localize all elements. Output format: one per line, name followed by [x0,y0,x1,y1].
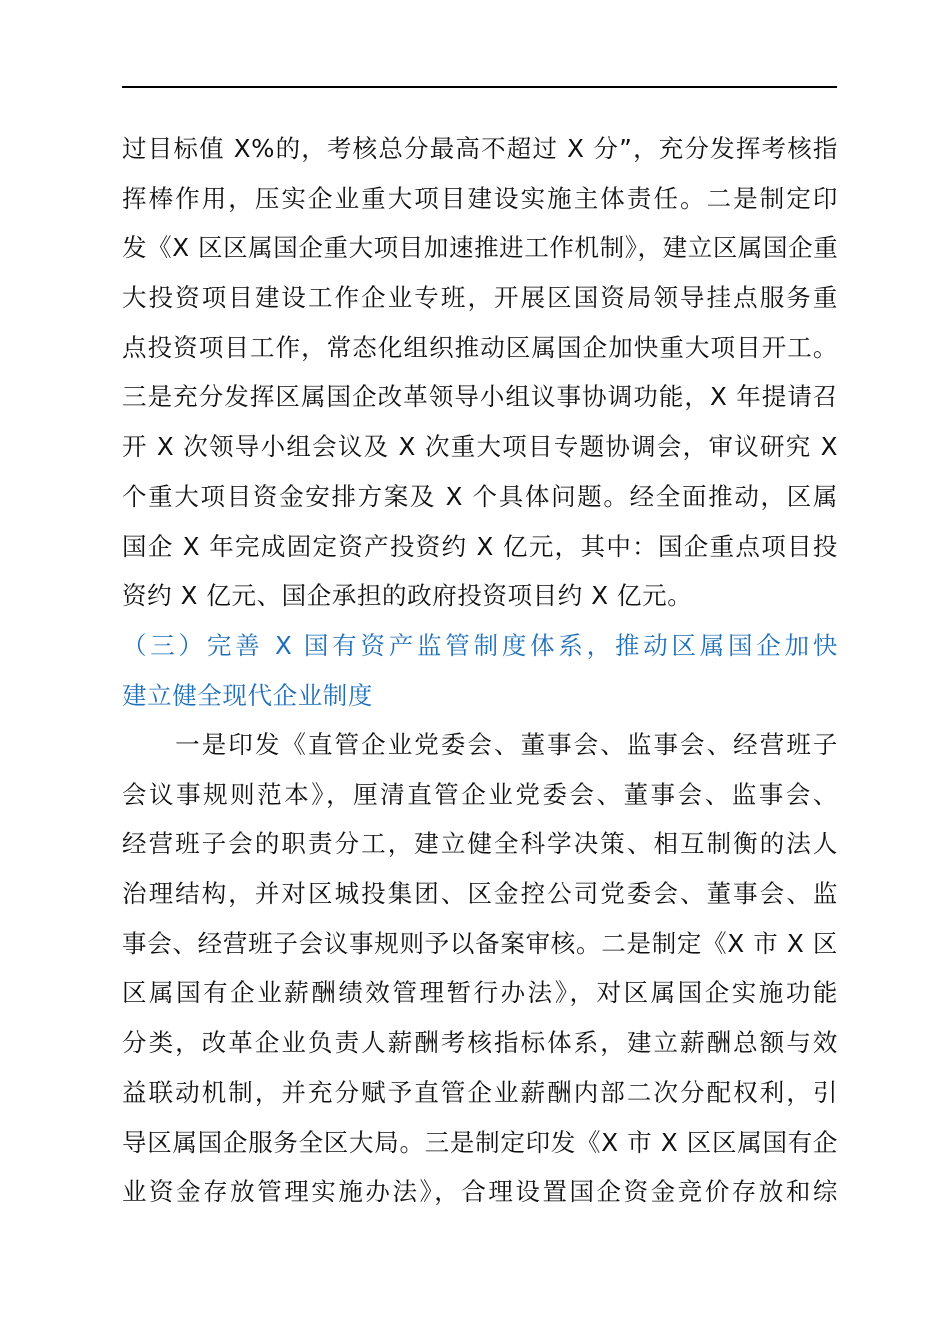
paragraph-2-line: 业资金存放管理实施办法》，合理设置国企资金竞价存放和综 [122,1177,838,1207]
paragraph-2-line: 分类，改革企业负责人薪酬考核指标体系，建立薪酬总额与效 [122,1028,838,1058]
paragraph-2-line: 益联动机制，并充分赋予直管企业薪酬内部二次分配权利，引 [122,1077,838,1107]
paragraph-1-line: 挥棒作用，压实企业重大项目建设实施主体责任。二是制定印 [122,183,838,213]
paragraph-1 [122,124,838,621]
paragraph-1-line: 开 X 次领导小组会议及 X 次重大项目专题协调会，审议研究 X [122,432,838,462]
section-heading-line: 建立健全现代企业制度 [122,680,373,710]
paragraph-1-line: 过目标值 X%的，考核总分最高不超过 X 分”，充分发挥考核指 [122,134,838,163]
paragraph-2-line: 治理结构，并对区城投集团、区金控公司党委会、董事会、监 [122,879,838,909]
paragraph-2-line: 一是印发《直管企业党委会、董事会、监事会、经营班子 [122,730,838,759]
paragraph-1-line: 资约 X 亿元、国企承担的政府投资项目约 X 亿元。 [122,581,693,611]
paragraph-2 [122,720,838,1217]
paragraph-2-line: 事会、经营班子会议事规则予以备案审核。二是制定《X 市 X 区 [122,928,838,958]
paragraph-2-line: 经营班子会的职责分工，建立健全科学决策、相互制衡的法人 [122,829,838,859]
section-heading-line: （三）完善 X 国有资产监管制度体系，推动区属国企加快 [122,631,838,660]
paragraph-1-line: 发《X 区区属国企重大项目加速推进工作机制》，建立区属国企重 [122,233,839,263]
paragraph-1-line: 大投资项目建设工作企业专班，开展区国资局领导挂点服务重 [122,283,838,313]
paragraph-1-line: 个重大项目资金安排方案及 X 个具体问题。经全面推动，区属 [122,481,838,511]
paragraph-1-line: 国企 X 年完成固定资产投资约 X 亿元，其中：国企重点项目投 [122,531,838,561]
paragraph-2-line: 区属国有企业薪酬绩效管理暂行办法》，对区属国企实施功能 [122,978,838,1008]
header-rule [122,86,837,88]
paragraph-1-line: 点投资项目工作，常态化组织推动区属国企加快重大项目开工。 [122,332,838,362]
paragraph-2-line: 会议事规则范本》，厘清直管企业党委会、董事会、监事会、 [122,779,838,809]
paragraph-1-line: 三是充分发挥区属国企改革领导小组议事协调功能，X 年提请召 [122,382,838,412]
paragraph-2-line: 导区属国企服务全区大局。三是制定印发《X 市 X 区区属国有企 [122,1127,838,1157]
section-heading [122,621,838,720]
